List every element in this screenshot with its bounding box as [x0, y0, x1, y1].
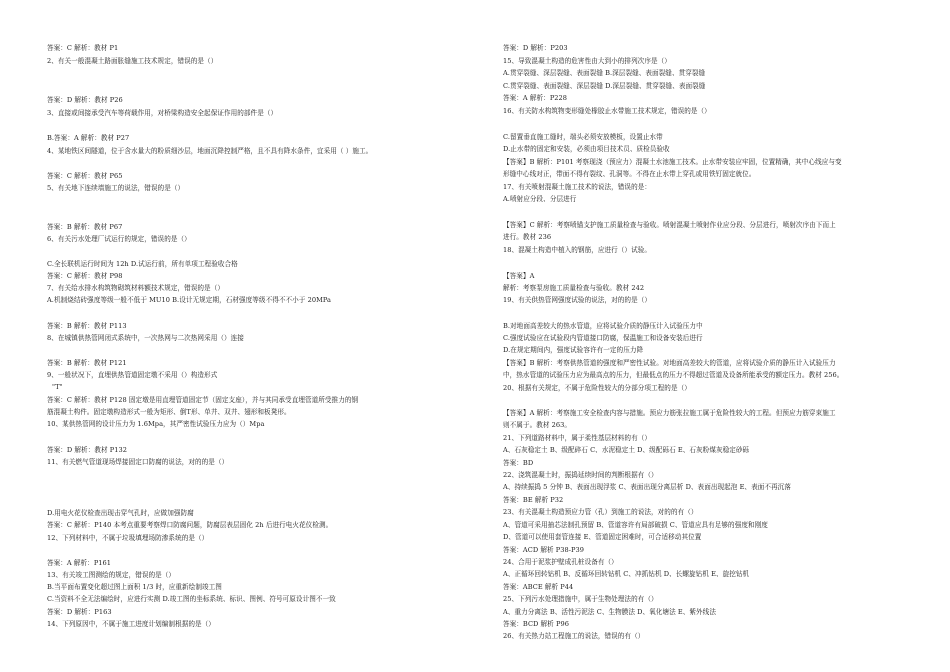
text-line: A、正循环回转钻机 B、反循环回转钻机 C、冲抓钻机 D、长螺旋钻机 E、旋挖钻机 [503, 570, 750, 578]
text-line: 【答案】C 解析：考察喷锚支护施工质量检查与验收。喷射混凝土喷射作业应分段、分层进行，喷射次序由下而上 [503, 221, 836, 229]
text-line: 答案：D 解析：P163 [47, 608, 112, 616]
text-line: 答案：B 解析：教材 P67 [47, 223, 123, 231]
text-line: 14、下列原因中，不属于施工进度计划编制根据的是（） [47, 620, 215, 628]
text-line: 9、一般状况下，直埋供热管道固定墩不采用（）构造形式 [47, 371, 218, 379]
text-line: 17、有关喷射混凝土施工技术的说法，错误的是： [503, 183, 652, 191]
text-line: 20、根据有关规定，不属于危险性较大的分部分项工程的是（） [503, 384, 691, 392]
text-line: D.在规定期间内，强度试验容许有一定的压力降 [503, 346, 644, 354]
text-line: 答案：ABCE 解析 P44 [503, 583, 574, 591]
text-line: C.全长联机运行时间为 12h D.试运行前，所有单项工程验收合格 [47, 260, 238, 268]
text-line: 13、有关竣工图测绘的规定，错误的是（） [47, 571, 176, 579]
text-line: 则不属于。教材 263。 [503, 421, 572, 429]
text-line: 答案：ACD 解析 P38-P39 [503, 546, 584, 554]
text-line: A.机制烧结砖强度等级一般不低于 MU10 B.设计无规定期，石材强度等级不得不不小于 20MPa [47, 296, 332, 304]
text-line: 答案：C 解析：教材 P98 [47, 272, 123, 280]
text-line: C.贯穿裂缝、表面裂缝、深层裂缝 D.深层裂缝、贯穿裂缝、表面裂缝 [503, 82, 706, 90]
text-line: 进行。教材 236 [503, 233, 552, 241]
text-line: 中，热水管道的试验压力应为最高点的压力，但最低点的压力不得超过管道及设备所能承受的额定压力。教材 256。 [503, 371, 844, 379]
text-line: 4、某地铁区间隧道，位于含水量大的粉质细沙层，地面沉降控制严格，且不具有降水条件，宜采用（ ）施工。 [47, 147, 373, 155]
text-line: 2、有关一般混凝土路面胀缝施工技术规定，错误的是（） [47, 57, 218, 65]
text-line: 答案：C 解析：P140 本考点重要考察焊口防腐问题，防腐层表层固化 2h 后进行电火花仪检测。 [47, 521, 333, 529]
text-line: A.贯穿裂缝、深层裂缝、表面裂缝 B.深层裂缝、表面裂缝、贯穿裂缝 [503, 69, 706, 77]
text-line: D、管道可以使用套管连接 E、管道固定困难时，可合适移动其位置 [503, 533, 702, 541]
text-line: 22、浇筑混凝土时，振捣延续时间的判断根据有（） [503, 471, 658, 479]
text-line: 7、有关给水排水构筑物砌筑材料额技术规定，错误的是（） [47, 284, 224, 292]
text-line: C.留置垂直施工缝时，端头必须安放模板，设置止水带 [503, 133, 663, 141]
text-line: 答案：B 解析：教材 P113 [47, 322, 127, 330]
text-line: A.喷射应分段、分层进行 [503, 195, 577, 203]
text-line: 3、直接或间接承受汽车等荷载作用，对桥梁构造安全起保证作用的部件是（） [47, 109, 278, 117]
text-line: A、管道可采用抽芯法制孔预留 B、管道容许有局部破损 C、管道应具有足够的强度和刚度 [503, 521, 768, 529]
text-line: 【答案】B 解析：考察供热管道的强度和严密性试验。对地面高差较大的管道，应将试验介质的静压计入试验压力 [503, 359, 836, 367]
text-line: 答案：B 解析：教材 P121 [47, 359, 127, 367]
text-line: 答案：D 解析：P203 [503, 44, 568, 52]
text-line: 19、有关供热管网强度试验的说法，对的的是（） [503, 296, 652, 304]
text-line: A、石灰稳定土 B、级配碎石 C、水泥稳定土 D、级配砾石 E、石灰粉煤灰稳定砂砾 [503, 446, 750, 454]
text-line: 26、有关热力站工程施工的说法，错误的有（） [503, 632, 645, 640]
text-line: 答案：D 解析：教材 P26 [47, 96, 123, 104]
text-line: B.对地面高差较大的热水管道，应将试验介质的静压计入试验压力中 [503, 322, 703, 330]
text-line: 【答案】A [503, 272, 535, 280]
text-line: 21、下列道路材料中，属于柔性基层材料的有（） [503, 434, 652, 442]
text-line: B.当平面布置变化超过图上面积 1/3 时，应重新绘制竣工图 [47, 583, 222, 591]
text-line: 【答案】B 解析：P101 考察现浇（预应力）混凝土水池施工技术。止水带安装应牢固，位置精确，其中心线应与变 [503, 158, 842, 166]
text-line: B.答案：A 解析：教材 P27 [47, 134, 130, 142]
text-line: 解析：考察泵房施工质量检查与验收。教材 242 [503, 284, 645, 292]
text-line: 形缝中心线对正，带面不得有裂纹、孔洞等。不得在止水带上穿孔或用铁钉固定就位。 [503, 170, 756, 178]
text-line: 答案：A 解析：P161 [47, 559, 112, 567]
text-line: 8、在城镇供热管网闭式系统中，一次热网与二次热网采用（）连接 [47, 334, 244, 342]
text-line: D.用电火花仪检查出现击穿气孔时，应做加强防腐 [47, 509, 194, 517]
text-line: "T" [52, 383, 63, 391]
text-line: C.当资料不全无法编绘时，应进行实测 D.竣工图的坐标系统、标识、图例、符号可原设计图不一致 [47, 595, 336, 603]
text-line: 答案：A 解析：P228 [503, 94, 568, 102]
text-line: 答案：BCD 解析 P96 [503, 620, 569, 628]
text-line: 答案：D 解析：教材 P132 [47, 446, 128, 454]
text-line: D.止水带的固定和安装，必须由项目技术员、质检员验收 [503, 145, 670, 153]
text-line: 24、合用于泥浆护壁成孔桩设备有（） [503, 558, 618, 566]
text-line: 筋混凝土构件。固定墩构造形式一般为矩形、倒T形、单井、双井、翅形和板凳形。 [47, 408, 291, 416]
text-line: 答案：BE 解析 P32 [503, 496, 564, 504]
text-line: 16、有关防水构筑物变形缝处橡胶止水带施工技术规定，错误的是（） [503, 107, 711, 115]
text-line: 11、有关燃气管道现场焊接固定口防腐的说法，对的的是（） [47, 458, 229, 466]
text-line: 6、有关污水处理厂试运行的规定，错误的是（） [47, 235, 191, 243]
text-line: 25、下列污水处理措施中，属于生物处理法的有（） [503, 595, 658, 603]
text-line: 18、混凝土构造中植入的钢筋，应进行（）试验。 [503, 246, 652, 254]
text-line: 答案：C 解析：教材 P65 [47, 172, 123, 180]
text-line: 23、有关混凝土构造预应力管（孔）到施工的说法，对的的有（） [503, 508, 698, 516]
text-line: 15、导致混凝土构造的危害性由大到小的排列次序是（） [503, 57, 671, 65]
text-line: 10、某供热管网的设计压力为 1.6Mpa，其严密性试验压力应为（）Mpa [47, 420, 265, 428]
text-line: A、持续振捣 5 分钟 B、表面出现浮浆 C、表面出现分离层析 D、表面出现起泡 E、表面不再沉落 [503, 483, 791, 491]
text-line: 答案：C 解析：教材 P128 固定墩是用直埋管道固定节（固定支座），并与其同承受直埋管道所受推力的钢 [47, 396, 359, 404]
text-line: 【答案】A 解析：考察施工安全检查内容与措施。预应力筋张拉施工属于危险性较大的工程。但预应力筋穿束施工 [503, 409, 836, 417]
text-line: 5、有关地下连续墙施工的说法，错误的是（） [47, 184, 185, 192]
text-line: 答案：C 解析：教材 P1 [47, 44, 119, 52]
text-line: 12、下列材料中，不属于垃圾填埋场防渗系统的是（） [47, 534, 209, 542]
text-line: A、重力分离法 B、活性污泥法 C、生物膜法 D、氧化塘法 E、紫外线法 [503, 608, 716, 616]
text-line: 答案：BD [503, 459, 534, 467]
text-line: C.强度试验应在试验段内管道接口防腐，保温施工和设备安装后进行 [503, 334, 703, 342]
